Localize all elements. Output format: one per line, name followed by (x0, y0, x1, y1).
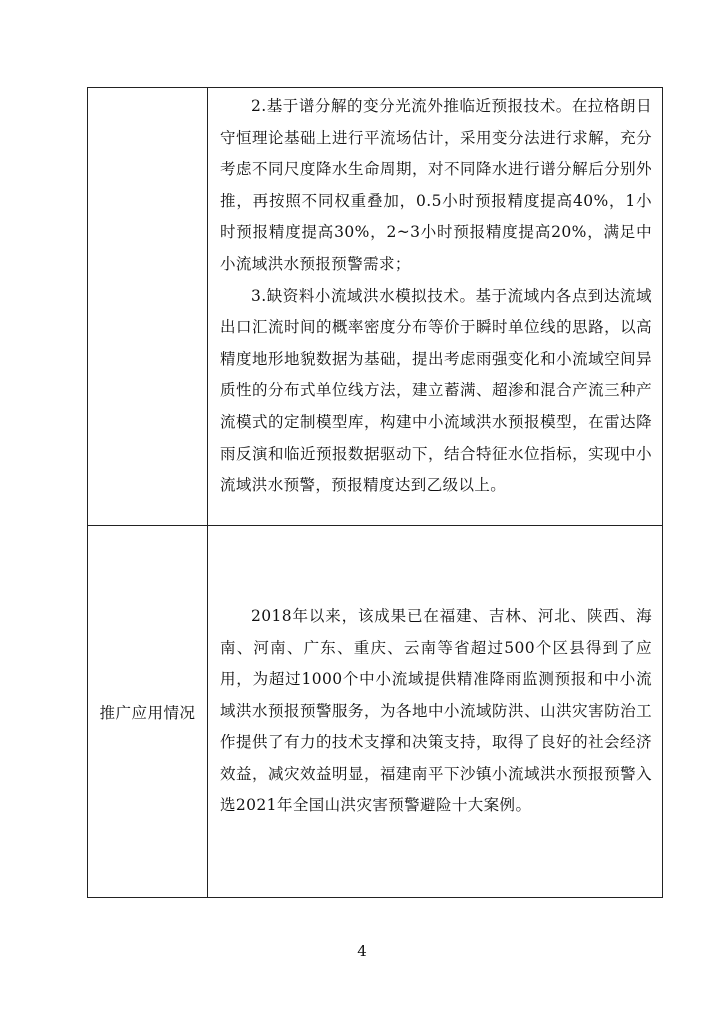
row-content-cell (208, 526, 662, 897)
table-row-application (88, 526, 662, 897)
paragraph-application: 2018年以来，该成果已在福建、吉林、河北、陕西、海南、河南、广东、重庆、云南等省超过500个区县得到了应用，为超过1000个中小流域提供精准降雨监测预报和中小流域洪水预报预警服务，为各地中小流域防洪、山洪灾害防治工作提供了有力的技术支撑和决策支持，取得了良好的社会经济效益，减灾效益明显，福建南平下沙镇小流域洪水预报预警入选2021年全国山洪灾害预警避险十大案例。 (220, 606, 652, 815)
row-label-cell (88, 526, 208, 897)
table-row-technology (88, 88, 662, 526)
document-table (87, 87, 663, 898)
paragraph-spectral-decomposition: 2.基于谱分解的变分光流外推临近预报技术。在拉格朗日守恒理论基础上进行平流场估计，采用变分法进行求解，充分考虑不同尺度降水生命周期，对不同降水进行谱分解后分别外推，再按照不同权重叠加，0.5小时预报精度提高40%，1小时预报精度提高30%，2~3小时预报精度提高20%，满足中小流域洪水预报预警需求； (220, 97, 652, 273)
paragraph-flood-simulation: 3.缺资料小流域洪水模拟技术。基于流域内各点到达流域出口汇流时间的概率密度分布等价于瞬时单位线的思路，以高精度地形地貌数据为基础，提出考虑雨强变化和小流域空间异质性的分布式单位线方法，建立蓄满、超渗和混合产流三种产流模式的定制模型库，构建中小流域洪水预报模型，在雷达降雨反演和临近预报数据驱动下，结合特征水位指标，实现中小流域洪水预警，预报精度达到乙级以上。 (220, 286, 652, 495)
page-number: 4 (357, 942, 367, 960)
row-content-cell (208, 88, 662, 525)
row-label-cell (88, 88, 208, 525)
row-label-application: 推广应用情况 (99, 703, 196, 722)
